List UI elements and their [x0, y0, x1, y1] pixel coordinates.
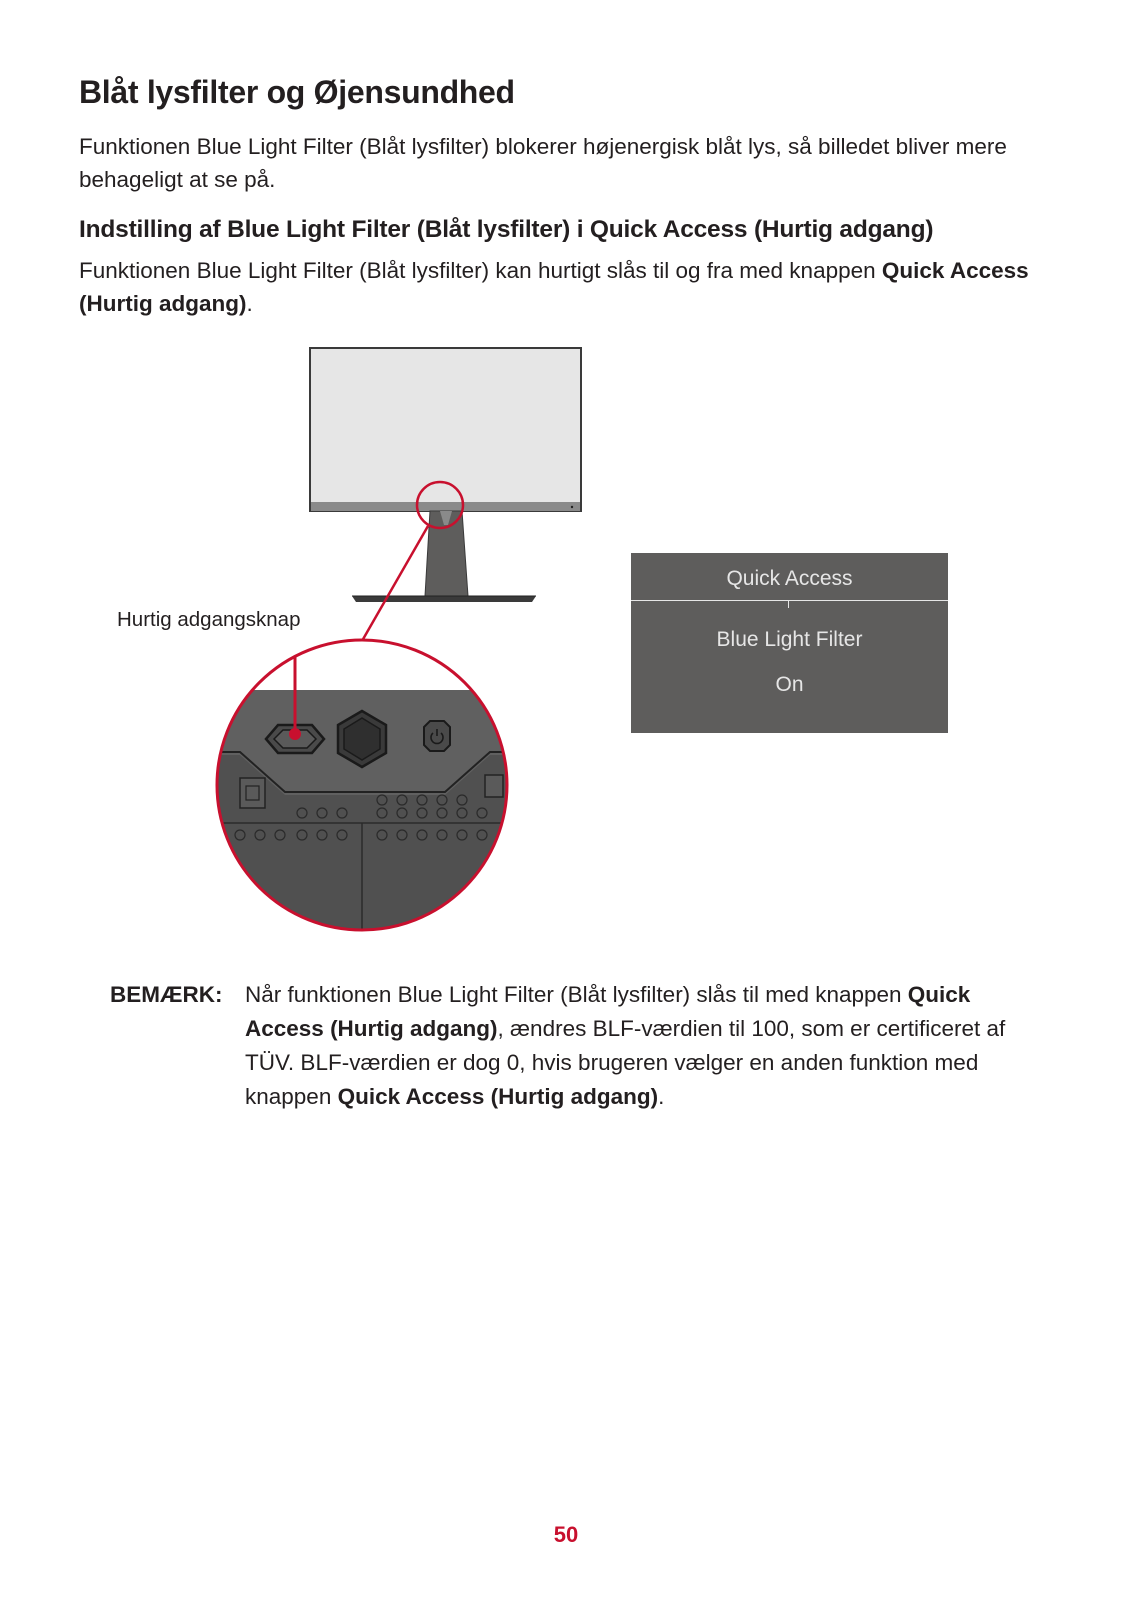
osd-item-value: On	[775, 673, 804, 696]
power-button	[424, 721, 450, 751]
zoomed-button-panel	[200, 630, 530, 960]
note-text-3: .	[658, 1084, 665, 1109]
instruction-text: Funktionen Blue Light Filter (Blåt lysfilter) kan hurtigt slås til og fra med knappen	[79, 258, 882, 283]
note-bold-2: Quick Access (Hurtig adgang)	[337, 1084, 659, 1109]
page-number: 50	[553, 1522, 579, 1547]
osd-item-blue-light-filter: Blue Light Filter	[716, 628, 863, 651]
instruction-bold: Quick Access (Hurtig adgang)	[79, 258, 1029, 316]
note-bold-1: Quick Access (Hurtig adgang)	[245, 982, 971, 1041]
callout-connector-line	[362, 526, 428, 641]
monitor-front	[310, 348, 581, 602]
note-label: BEMÆRK:	[110, 982, 223, 1007]
note-text	[245, 978, 1045, 1114]
note-text-1: Når funktionen Blue Light Filter (Blåt lysfilter) slås til med knappen	[245, 982, 908, 1007]
osd-header: Quick Access	[726, 567, 853, 590]
page-title: Blåt lysfilter og Øjensundhed	[79, 74, 515, 110]
note-text-2: , ændres BLF-værdien til 100, som er certificeret af TÜV. BLF-værdien er dog 0, hvis brugeren vælger en anden funktion med knappen	[245, 1016, 1006, 1109]
osd-divider	[631, 600, 948, 601]
callout-label: Hurtig adgangsknap	[117, 608, 301, 631]
intro-paragraph: Funktionen Blue Light Filter (Blåt lysfilter) blokerer højenergisk blåt lys, så billedet bliver mere behageligt at se på.	[79, 134, 1007, 192]
section-subtitle: Indstilling af Blue Light Filter (Blåt lysfilter) i Quick Access (Hurtig adgang)	[79, 216, 934, 243]
osd-quick-access-panel	[631, 553, 948, 733]
osd-divider-tick	[788, 600, 789, 608]
joystick-button	[338, 711, 386, 767]
instruction-end: .	[246, 291, 253, 316]
